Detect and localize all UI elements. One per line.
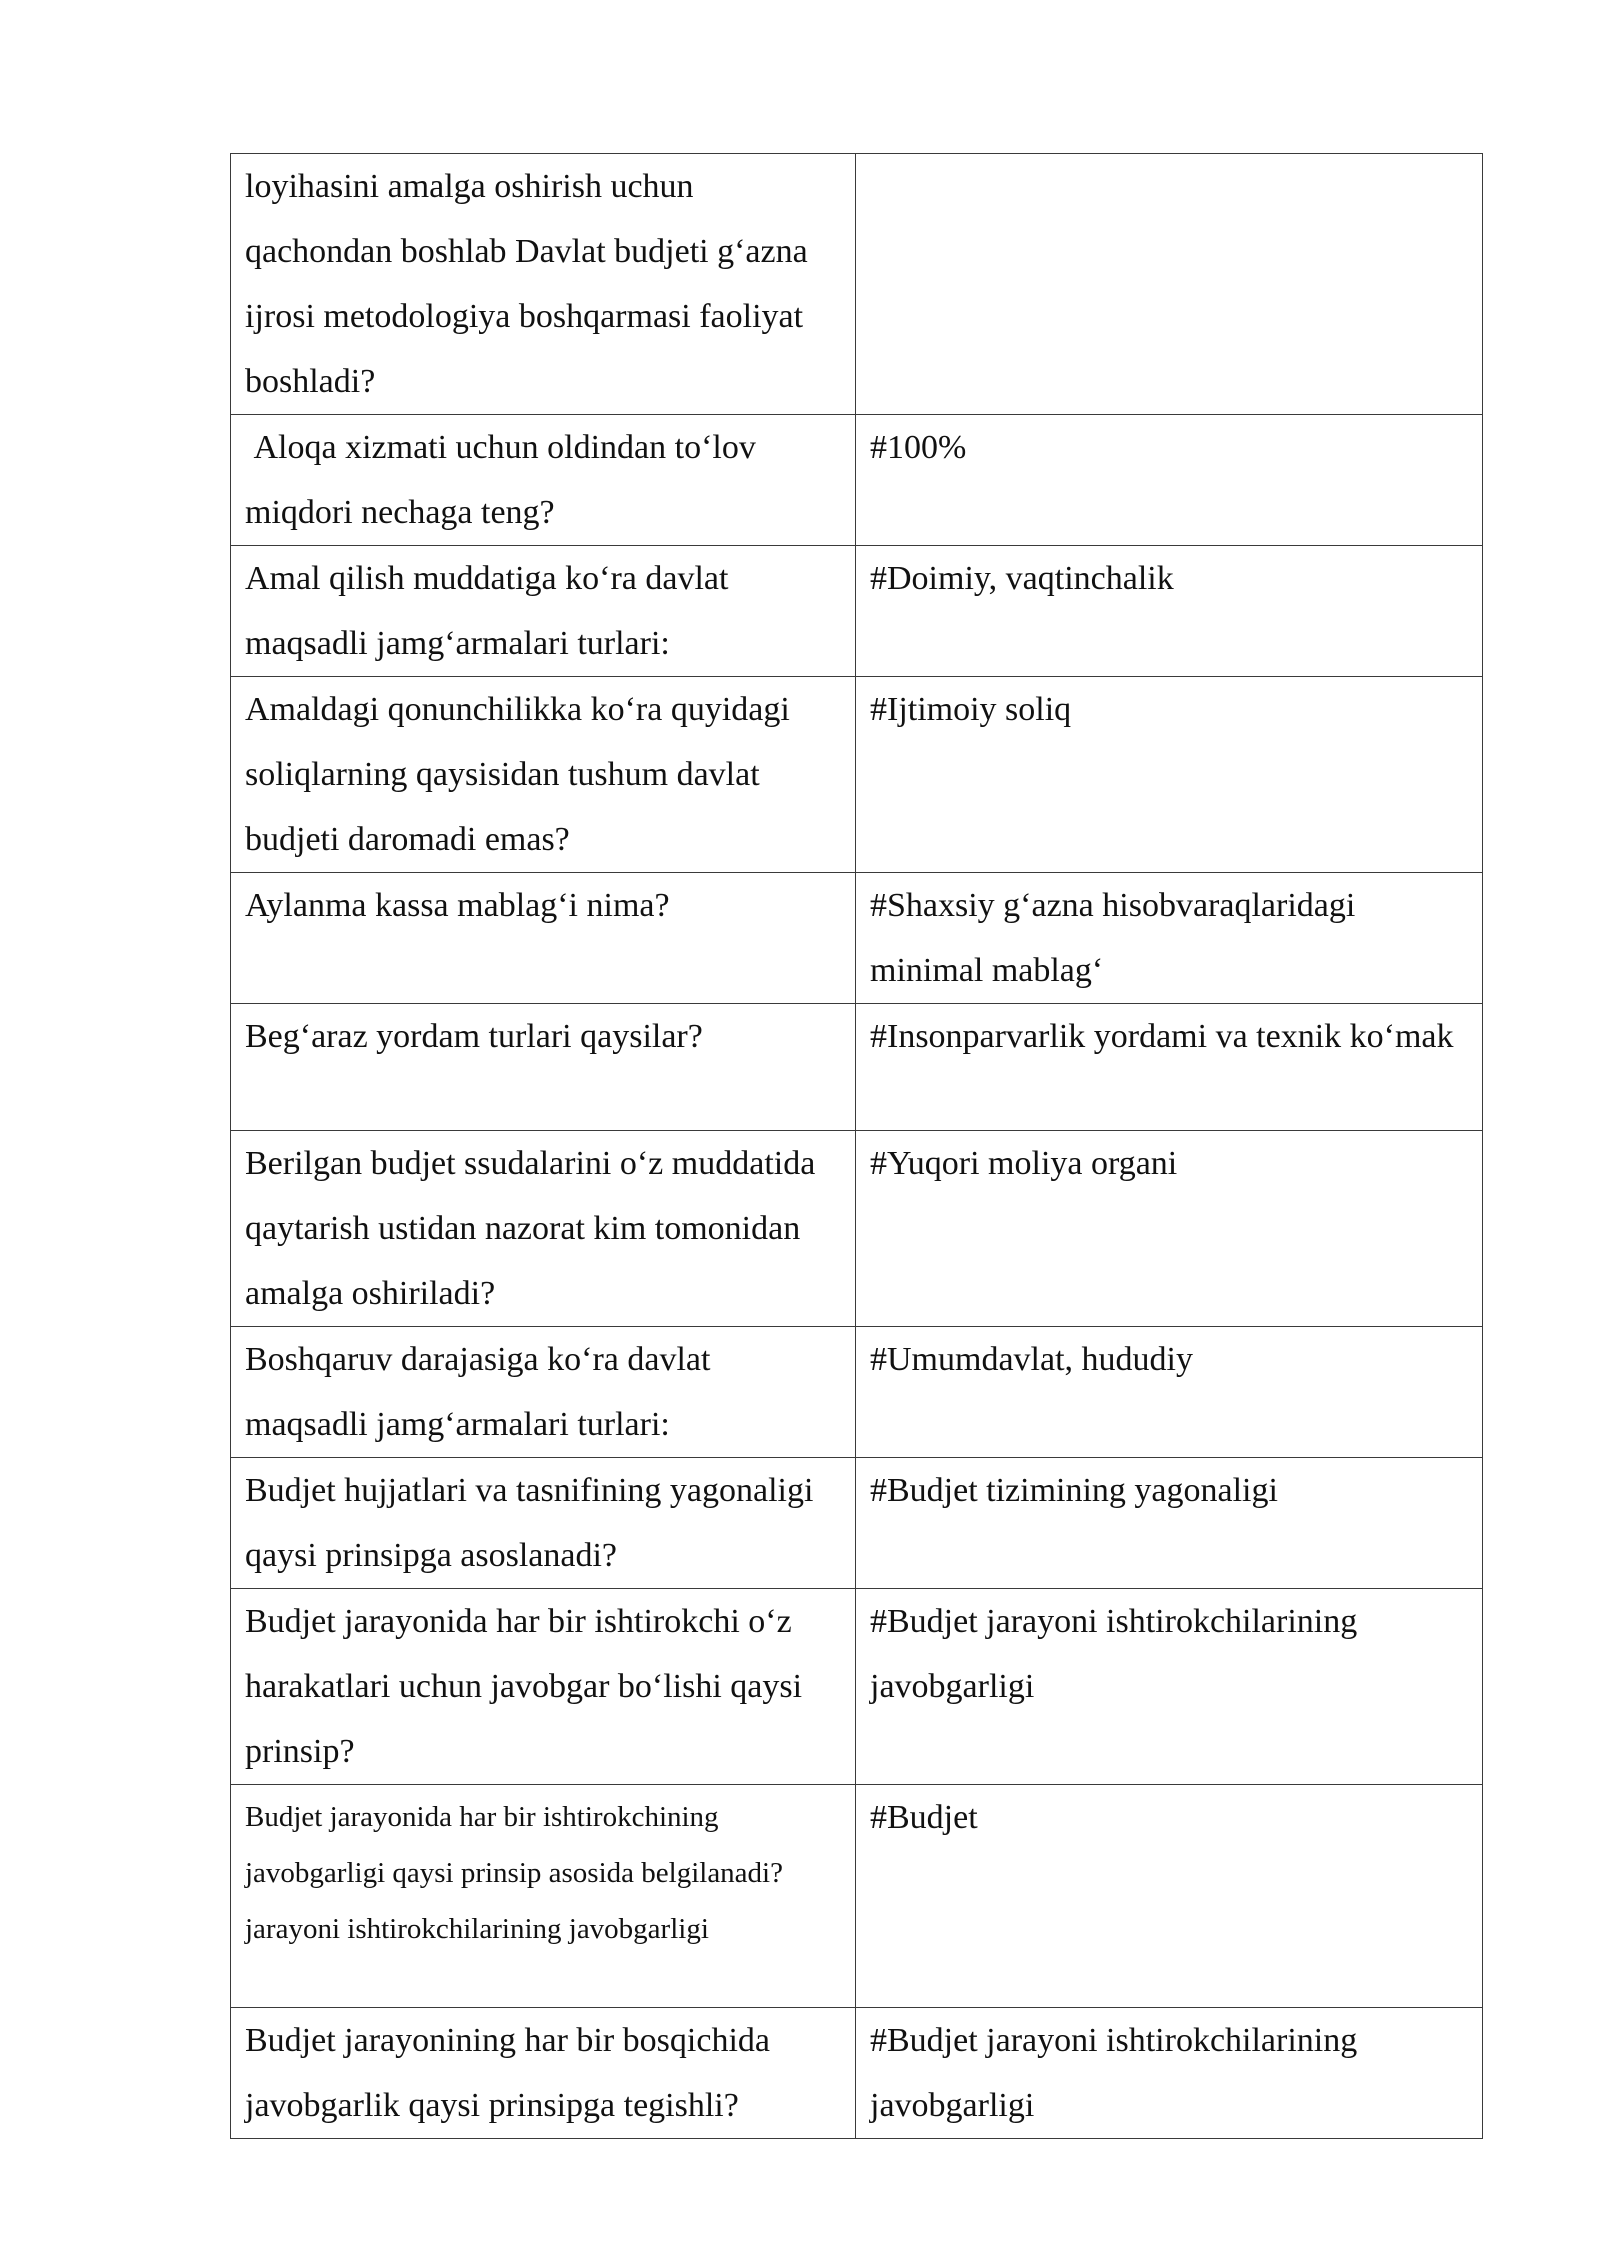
- answer-text: #Budjet tizimining yagonaligi: [870, 1472, 1278, 1509]
- question-cell: [231, 873, 856, 1004]
- table-row: [231, 1589, 1483, 1785]
- table-row: [231, 2008, 1483, 2139]
- question-text: Beg‘araz yordam turlari qaysilar?: [245, 1018, 703, 1055]
- answer-text: #Shaxsiy g‘azna hisobvaraqlaridagi minimal mablag‘: [870, 887, 1356, 989]
- table-row: [231, 546, 1483, 677]
- answer-cell: [856, 2008, 1483, 2139]
- answer-cell: [856, 1327, 1483, 1458]
- question-cell: [231, 2008, 856, 2139]
- question-cell: [231, 1004, 856, 1131]
- question-cell: [231, 1458, 856, 1589]
- question-cell: [231, 677, 856, 873]
- table-row: [231, 1458, 1483, 1589]
- question-text: loyihasini amalga oshirish uchun qachondan boshlab Davlat budjeti g‘azna ijrosi metodologiya boshqarmasi faoliyat boshladi?: [245, 168, 808, 400]
- question-cell: [231, 546, 856, 677]
- answer-cell: [856, 677, 1483, 873]
- table-row: [231, 1327, 1483, 1458]
- table-row: [231, 1131, 1483, 1327]
- table-row: [231, 1785, 1483, 2008]
- question-cell: [231, 415, 856, 546]
- answer-text: #Ijtimoiy soliq: [870, 691, 1072, 728]
- answer-cell: [856, 1589, 1483, 1785]
- question-text: Budjet hujjatlari va tasnifining yagonaligi qaysi prinsipga asoslanadi?: [245, 1472, 814, 1574]
- answer-text: #Umumdavlat, hududiy: [870, 1341, 1193, 1378]
- answer-cell: [856, 1785, 1483, 2008]
- question-cell: [231, 154, 856, 415]
- question-text: Amal qilish muddatiga ko‘ra davlat maqsadli jamg‘armalari turlari:: [245, 560, 729, 662]
- question-cell: [231, 1327, 856, 1458]
- question-text: Berilgan budjet ssudalarini o‘z muddatida qaytarish ustidan nazorat kim tomonidan amalga oshiriladi?: [245, 1145, 816, 1312]
- answer-cell: [856, 1458, 1483, 1589]
- table-row: [231, 1004, 1483, 1131]
- answer-cell: [856, 546, 1483, 677]
- answer-cell: [856, 415, 1483, 546]
- answer-text: #Doimiy, vaqtinchalik: [870, 560, 1174, 597]
- question-text: Budjet jarayonida har bir ishtirokchining javobgarligi qaysi prinsip asosida belgilanadi? jarayoni ishtirokchilarining javobgarligi: [245, 1801, 798, 1945]
- table-row: [231, 154, 1483, 415]
- question-cell: [231, 1589, 856, 1785]
- answer-cell: [856, 873, 1483, 1004]
- question-answer-table: [230, 153, 1483, 2139]
- answer-text: #Budjet: [870, 1799, 978, 1836]
- question-text: Boshqaruv darajasiga ko‘ra davlat maqsadli jamg‘armalari turlari:: [245, 1341, 711, 1443]
- question-text: Aylanma kassa mablag‘i nima?: [245, 887, 670, 924]
- table-row: [231, 873, 1483, 1004]
- answer-cell: [856, 154, 1483, 415]
- answer-text: #100%: [870, 429, 967, 466]
- question-cell: [231, 1785, 856, 2008]
- answer-cell: [856, 1004, 1483, 1131]
- question-text: Budjet jarayonining har bir bosqichida javobgarlik qaysi prinsipga tegishli?: [245, 2022, 770, 2124]
- answer-cell: [856, 1131, 1483, 1327]
- answer-text: #Insonparvarlik yordami va texnik ko‘mak: [870, 1018, 1454, 1055]
- question-text: Amaldagi qonunchilikka ko‘ra quyidagi soliqlarning qaysisidan tushum davlat budjeti daromadi emas?: [245, 691, 790, 858]
- question-text: Budjet jarayonida har bir ishtirokchi o‘z harakatlari uchun javobgar bo‘lishi qaysi prinsip?: [245, 1603, 803, 1770]
- answer-text: #Yuqori moliya organi: [870, 1145, 1178, 1182]
- table-row: [231, 415, 1483, 546]
- question-cell: [231, 1131, 856, 1327]
- table-row: [231, 677, 1483, 873]
- question-text: Aloqa xizmati uchun oldindan to‘lov miqdori nechaga teng?: [245, 429, 765, 531]
- answer-text: #Budjet jarayoni ishtirokchilarining javobgarligi: [870, 2022, 1358, 2124]
- answer-text: #Budjet jarayoni ishtirokchilarining javobgarligi: [870, 1603, 1358, 1705]
